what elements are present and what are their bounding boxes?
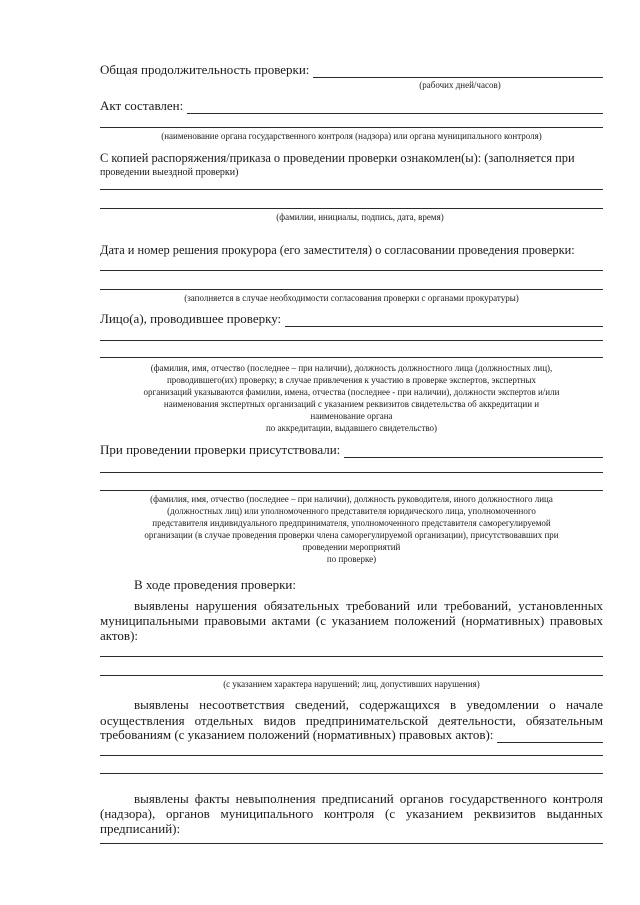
present-caption-1: (фамилия, имя, отчество (последнее – при наличии), должность руководителя, иного должностного лица (150, 494, 553, 504)
duration-field[interactable] (313, 66, 603, 78)
mismatch-field[interactable] (497, 731, 603, 743)
inspector-label: Лицо(а), проводившее проверку: (100, 311, 282, 326)
inspector-line-a[interactable] (100, 340, 603, 341)
act-line-2[interactable] (100, 127, 603, 128)
duration-label: Общая продолжительность проверки: (100, 62, 310, 77)
act-field[interactable] (187, 102, 603, 114)
prosecutor-caption: (заполняется в случае необходимости согласования проверки с органами прокуратуры) (184, 293, 519, 303)
orders-line-a[interactable] (100, 843, 603, 844)
prosecutor-line-b[interactable] (100, 289, 603, 290)
present-caption-5: проведении мероприятий (302, 542, 401, 552)
inspector-caption-5: наименование органа (310, 411, 393, 421)
orders-line-3: предписаний): (100, 821, 181, 836)
mismatch-line-1: выявлены несоответствия сведений, содержащихся в уведомлении о начале (134, 697, 603, 712)
act-label: Акт составлен: (100, 98, 184, 113)
violations-line-3: актов): (100, 628, 139, 643)
mismatch-line-b[interactable] (100, 773, 603, 774)
inspector-field[interactable] (285, 315, 603, 327)
act-caption: (наименование органа государственного контроля (надзора) или органа муниципального контроля) (161, 131, 542, 141)
during-heading: В ходе проведения проверки: (134, 577, 297, 592)
mismatch-line-a[interactable] (100, 755, 603, 756)
present-label: При проведении проверки присутствовали: (100, 442, 341, 457)
violations-line-a[interactable] (100, 656, 603, 657)
present-caption-3: представителя индивидуального предпринимателя, уполномоченного представителя саморегулируемой (152, 518, 551, 528)
inspector-caption-4: наименования экспертных организаций с указанием реквизитов свидетельства об аккредитации и (163, 399, 540, 409)
inspector-caption-6: по аккредитации, выдавшего свидетельство) (265, 423, 438, 433)
act-row (100, 98, 603, 114)
violations-caption: (с указанием характера нарушений; лиц, допустивших нарушения) (223, 679, 480, 689)
inspector-caption-3: организаций указываются фамилии, имена, отчества (последнее - при наличии), должности экспертов и/или (143, 387, 560, 397)
familiarized-line-b[interactable] (100, 208, 603, 209)
present-row (100, 442, 603, 458)
inspector-caption-2: проводившего(их) проверку; в случае привлечения к участию в проверке экспертов, экспертных (166, 375, 537, 385)
orders-line-2: (надзора), органов муниципального контроля (с указанием реквизитов выданных (100, 806, 603, 821)
present-caption-6: по проверке) (326, 554, 377, 564)
familiarized-line-a[interactable] (100, 189, 603, 190)
duration-row (100, 62, 603, 78)
prosecutor-label: Дата и номер решения прокурора (его заместителя) о согласовании проведения проверки: (100, 243, 575, 257)
familiarized-line-2: проведении выездной проверки) (100, 167, 239, 178)
mismatch-row-3 (100, 727, 603, 743)
inspector-line-b[interactable] (100, 357, 603, 358)
duration-caption: (рабочих дней/часов) (419, 80, 501, 90)
familiarized-caption: (фамилии, инициалы, подпись, дата, время) (276, 212, 444, 222)
inspector-caption-1: (фамилия, имя, отчество (последнее – при наличии), должность должностного лица (должностных лиц), (150, 363, 553, 373)
orders-line-1: выявлены факты невыполнения предписаний органов государственного контроля (134, 791, 603, 806)
present-caption-4: организации (в случае проведения проверки члена саморегулируемой организации), присутствовавших при (144, 530, 559, 540)
violations-line-1: выявлены нарушения обязательных требований или требований, установленных (134, 598, 603, 613)
present-field[interactable] (344, 446, 603, 458)
familiarized-line-1: С копией распоряжения/приказа о проведении проверки ознакомлен(ы): (заполняется при (100, 151, 575, 165)
violations-line-2: муниципальными правовыми актами (с указанием положений (нормативных) правовых (100, 613, 603, 628)
inspector-row (100, 311, 603, 327)
prosecutor-line-a[interactable] (100, 270, 603, 271)
mismatch-line-2: осуществления отдельных видов предпринимательской деятельности, обязательным (100, 713, 603, 728)
violations-line-b[interactable] (100, 675, 603, 676)
mismatch-line-3: требованиям (с указанием положений (нормативных) правовых актов): (100, 727, 494, 742)
present-line-b[interactable] (100, 490, 603, 491)
present-line-a[interactable] (100, 472, 603, 473)
present-caption-2: (должностных лиц) или уполномоченного представителя юридического лица, уполномоченного (167, 506, 536, 516)
